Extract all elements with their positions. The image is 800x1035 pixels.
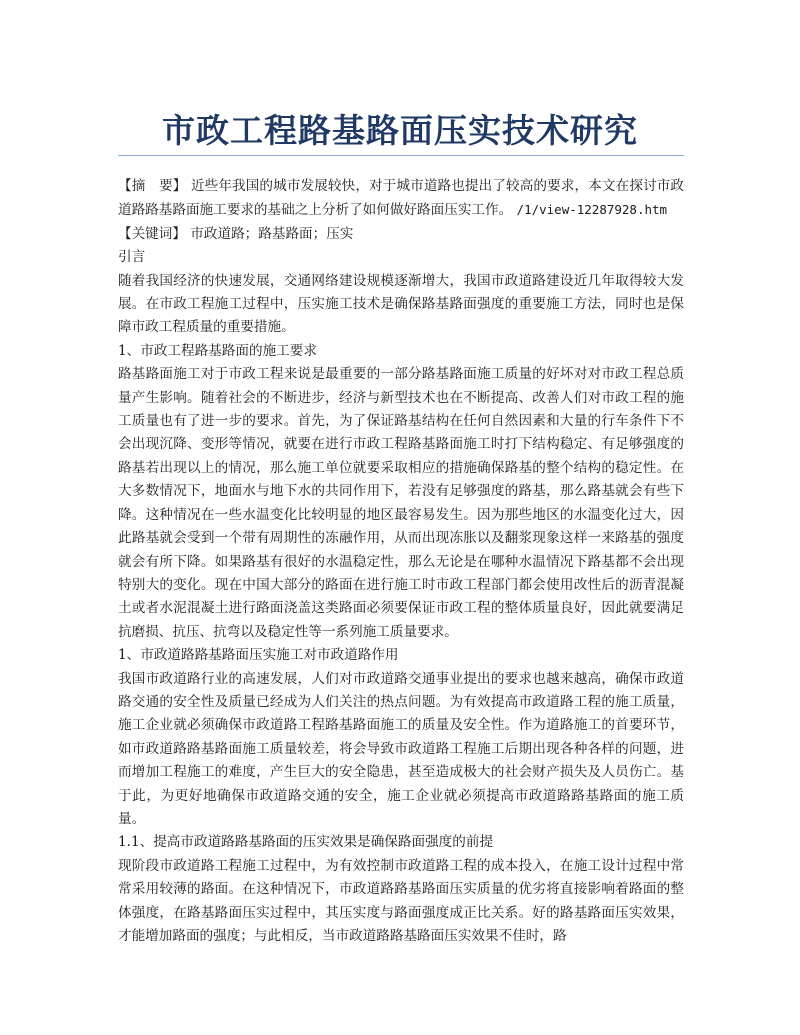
document-title: 市政工程路基路面压实技术研究 (162, 111, 638, 150)
abstract-label: 【摘 要】 (118, 178, 187, 194)
keywords-label: 【关键词】 (118, 225, 186, 242)
section-heading: 1、市政工程路基路面的施工要求 (118, 342, 317, 359)
title-divider (118, 155, 684, 156)
paragraph: 现阶段市政道路工程施工过程中，为有效控制市政道路工程的成本投入，在施工设计过程中常常采用较薄的路面。在这种情况下，市政道路路基路面压实质量的优劣将直接影响着路面的整体强度，在路基路面压实过程中，其压实度与路面强度成正比关系。好的路基路面压实效果，才能增加路面的强度；与此相反，当市政道路路基路面压实效果不佳时，路 (118, 857, 684, 944)
abstract-link[interactable]: /1/view-12287928.htm (516, 202, 668, 218)
paragraph: 我国市政道路行业的高速发展，人们对市政道路交通事业提出的要求也越来越高，确保市政道路交通的安全性及质量已经成为人们关注的热点问题。为有效提高市政道路工程的施工质量，施工企业就必须确保市政道路工程路基路面施工的质量及安全性。作为道路施工的首要环节，如市政道路路基路面施工质量较差，将会导致市政道路工程施工后期出现各种各样的问题，进而增加工程施工的难度，产生巨大的安全隐患，甚至造成极大的社会财产损失及人员伤亡。基于此，为更好地确保市政道路交通的安全，施工企业就必须提高市政道路路基路面的施工质量。 (118, 670, 684, 827)
subsection-heading: 1.1、提高市政道路路基路面的压实效果是确保路面强度的前提 (118, 834, 494, 851)
abstract (118, 175, 684, 223)
abstract-text: 近些年我国的城市发展较快，对于城市道路也提出了较高的要求，本文在探讨市政道路路基路面施工要求的基础之上分析了如何做好路面压实工作。 (118, 178, 685, 219)
keywords-text: 市政道路；路基路面；压实 (190, 225, 354, 242)
paragraph: 路基路面施工对于市政工程来说是最重要的一部分路基路面施工质量的好坏对对市政工程总质量产生影响。随着社会的不断进步，经济与新型技术也在不断提高、改善人们对市政工程的施工质量也有了进一步的要求。首先，为了保证路基结构在任何自然因素和大量的行车条件下不会出现沉降、变形等情况，就要在进行市政工程路基路面施工时打下结构稳定、有足够强度的路基若出现以上的情况，那么施工单位就要采取相应的措施确保路基的整个结构的稳定性。在大多数情况下，地面水与地下水的共同作用下，若没有足够强度的路基，那么路基就会有些下降。这种情况在一些水温变化比较明显的地区最容易发生。因为那些地区的水温变化过大，因此路基就会受到一个带有周期性的冻融作用，从而出现冻胀以及翻浆现象这样一来路基的强度就会有所下降。如果路基有很好的水温稳定性，那么无论是在哪种水温情况下路基都不会出现特别大的变化。现在中国大部分的路面在进行施工时市政工程部门都会使用改性后的沥青混凝土或者水泥混凝土进行路面浇盖这类路面必须要保证市政工程的整体质量良好，因此就要满足抗磨损、抗压、抗弯以及稳定性等一系列施工质量要求。 (118, 366, 684, 640)
section-heading: 1、市政道路路基路面压实施工对市政道路作用 (118, 647, 399, 664)
paragraph: 随着我国经济的快速发展，交通网络建设规模逐渐增大，我国市政道路建设近几年取得较大发展。在市政工程施工过程中，压实施工技术是确保路基路面强度的重要施工方法，同时也是保障市政工程质量的重要措施。 (118, 272, 684, 336)
document-body (118, 175, 684, 948)
section-intro-heading: 引言 (118, 249, 146, 266)
keywords (118, 223, 684, 246)
